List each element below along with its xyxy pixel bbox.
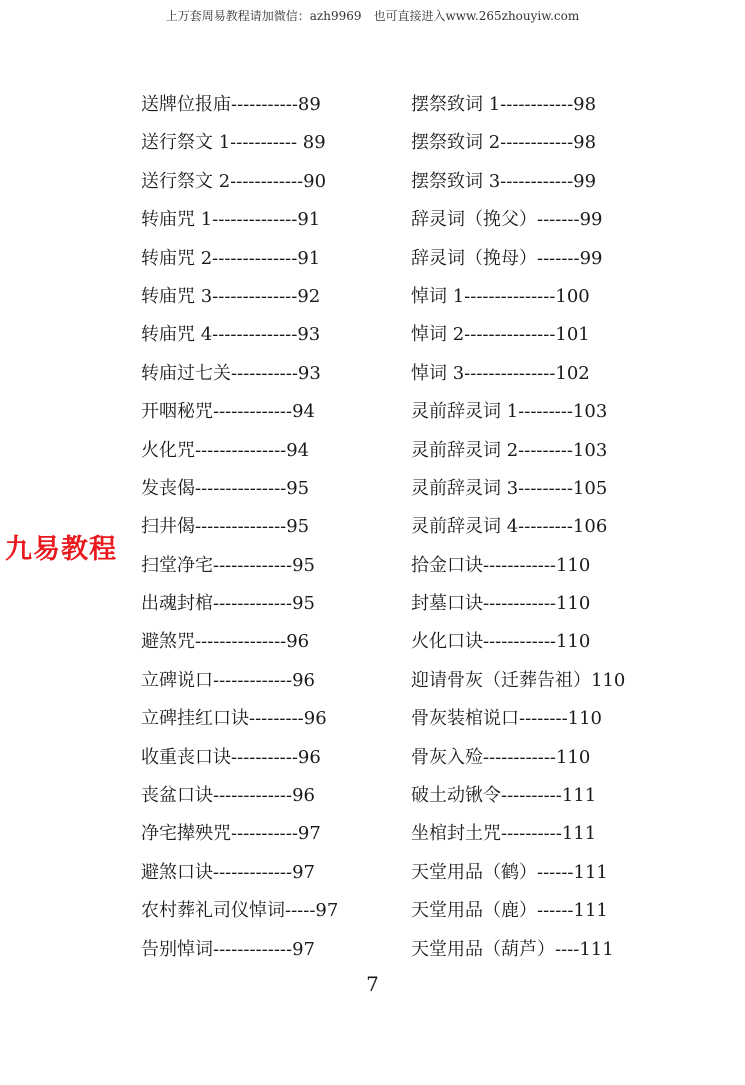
toc-entry: 开咽秘咒-------------94 <box>141 401 315 423</box>
toc-entry: 扫井偈---------------95 <box>141 516 310 538</box>
toc-entry: 辞灵词（挽父）-------99 <box>411 209 603 231</box>
toc-entry: 告别悼词-------------97 <box>141 938 315 960</box>
toc-entry: 破土动锹令----------111 <box>411 785 597 807</box>
toc-entry: 丧盆口诀-------------96 <box>141 785 315 807</box>
toc-entry: 天堂用品（鹿）------111 <box>411 900 608 922</box>
watermark-logo: 九易教程 <box>5 534 117 565</box>
toc-entry: 转庙咒 2--------------91 <box>141 247 321 269</box>
toc-entry: 发丧偈---------------95 <box>141 477 310 499</box>
toc-entry: 封墓口诀------------110 <box>411 593 591 615</box>
toc-entry: 灵前辞灵词 3---------105 <box>411 477 608 499</box>
toc-entry: 辞灵词（挽母）-------99 <box>411 247 603 269</box>
toc-entry: 转庙过七关-----------93 <box>141 362 321 384</box>
toc-entry: 火化咒---------------94 <box>141 439 310 461</box>
page-number: 7 <box>366 972 379 996</box>
toc-entry: 灵前辞灵词 4---------106 <box>411 516 608 538</box>
toc-entry: 送牌位报庙-----------89 <box>141 94 321 115</box>
toc-entry: 悼词 3---------------102 <box>411 362 590 384</box>
toc-entry: 立碑挂红口诀---------96 <box>141 708 327 730</box>
toc-entry: 避煞口诀-------------97 <box>141 861 315 883</box>
toc-entry: 出魂封棺-------------95 <box>141 593 315 615</box>
toc-entry: 拾金口诀------------110 <box>411 554 591 576</box>
toc-entry: 骨灰入殓------------110 <box>411 746 591 768</box>
toc-entry: 悼词 2---------------101 <box>411 324 590 346</box>
toc-entry: 坐棺封土咒----------111 <box>411 823 597 845</box>
toc-entry: 摆祭致词 3------------99 <box>411 170 597 192</box>
toc-entry: 转庙咒 3--------------92 <box>141 285 321 307</box>
toc-entry: 立碑说口-------------96 <box>141 669 315 691</box>
toc-entry: 扫堂净宅-------------95 <box>141 554 315 576</box>
toc-right-column <box>411 90 656 973</box>
toc-entry: 送行祭文 1----------- 89 <box>141 132 326 154</box>
header-banner: 上万套周易教程请加微信：azh9969 也可直接进入www.265zhouyiw.com <box>165 9 580 23</box>
toc-entry: 火化口诀------------110 <box>411 631 591 653</box>
toc-entry: 迎请骨灰（迁葬告祖）110 <box>411 669 626 691</box>
toc-entry: 骨灰装棺说口--------110 <box>411 708 603 730</box>
toc-entry: 农村葬礼司仪悼词-----97 <box>141 900 339 922</box>
toc-entry: 摆祭致词 1------------98 <box>411 94 597 115</box>
toc-entry: 转庙咒 4--------------93 <box>141 324 321 346</box>
toc-entry: 送行祭文 2------------90 <box>141 170 327 192</box>
toc-entry: 灵前辞灵词 2---------103 <box>411 439 608 461</box>
toc-entry: 摆祭致词 2------------98 <box>411 132 597 154</box>
toc-entry: 转庙咒 1--------------91 <box>141 209 321 231</box>
toc-entry: 避煞咒---------------96 <box>141 631 310 653</box>
toc-entry: 收重丧口诀-----------96 <box>141 746 321 768</box>
toc-entry: 天堂用品（鹤）------111 <box>411 861 608 883</box>
toc-entry: 净宅撵殃咒-----------97 <box>141 823 321 845</box>
toc-entry: 悼词 1---------------100 <box>411 285 590 307</box>
toc-entry: 灵前辞灵词 1---------103 <box>411 401 608 423</box>
toc-left-column <box>141 90 386 973</box>
toc-entry: 天堂用品（葫芦）----111 <box>411 938 614 960</box>
